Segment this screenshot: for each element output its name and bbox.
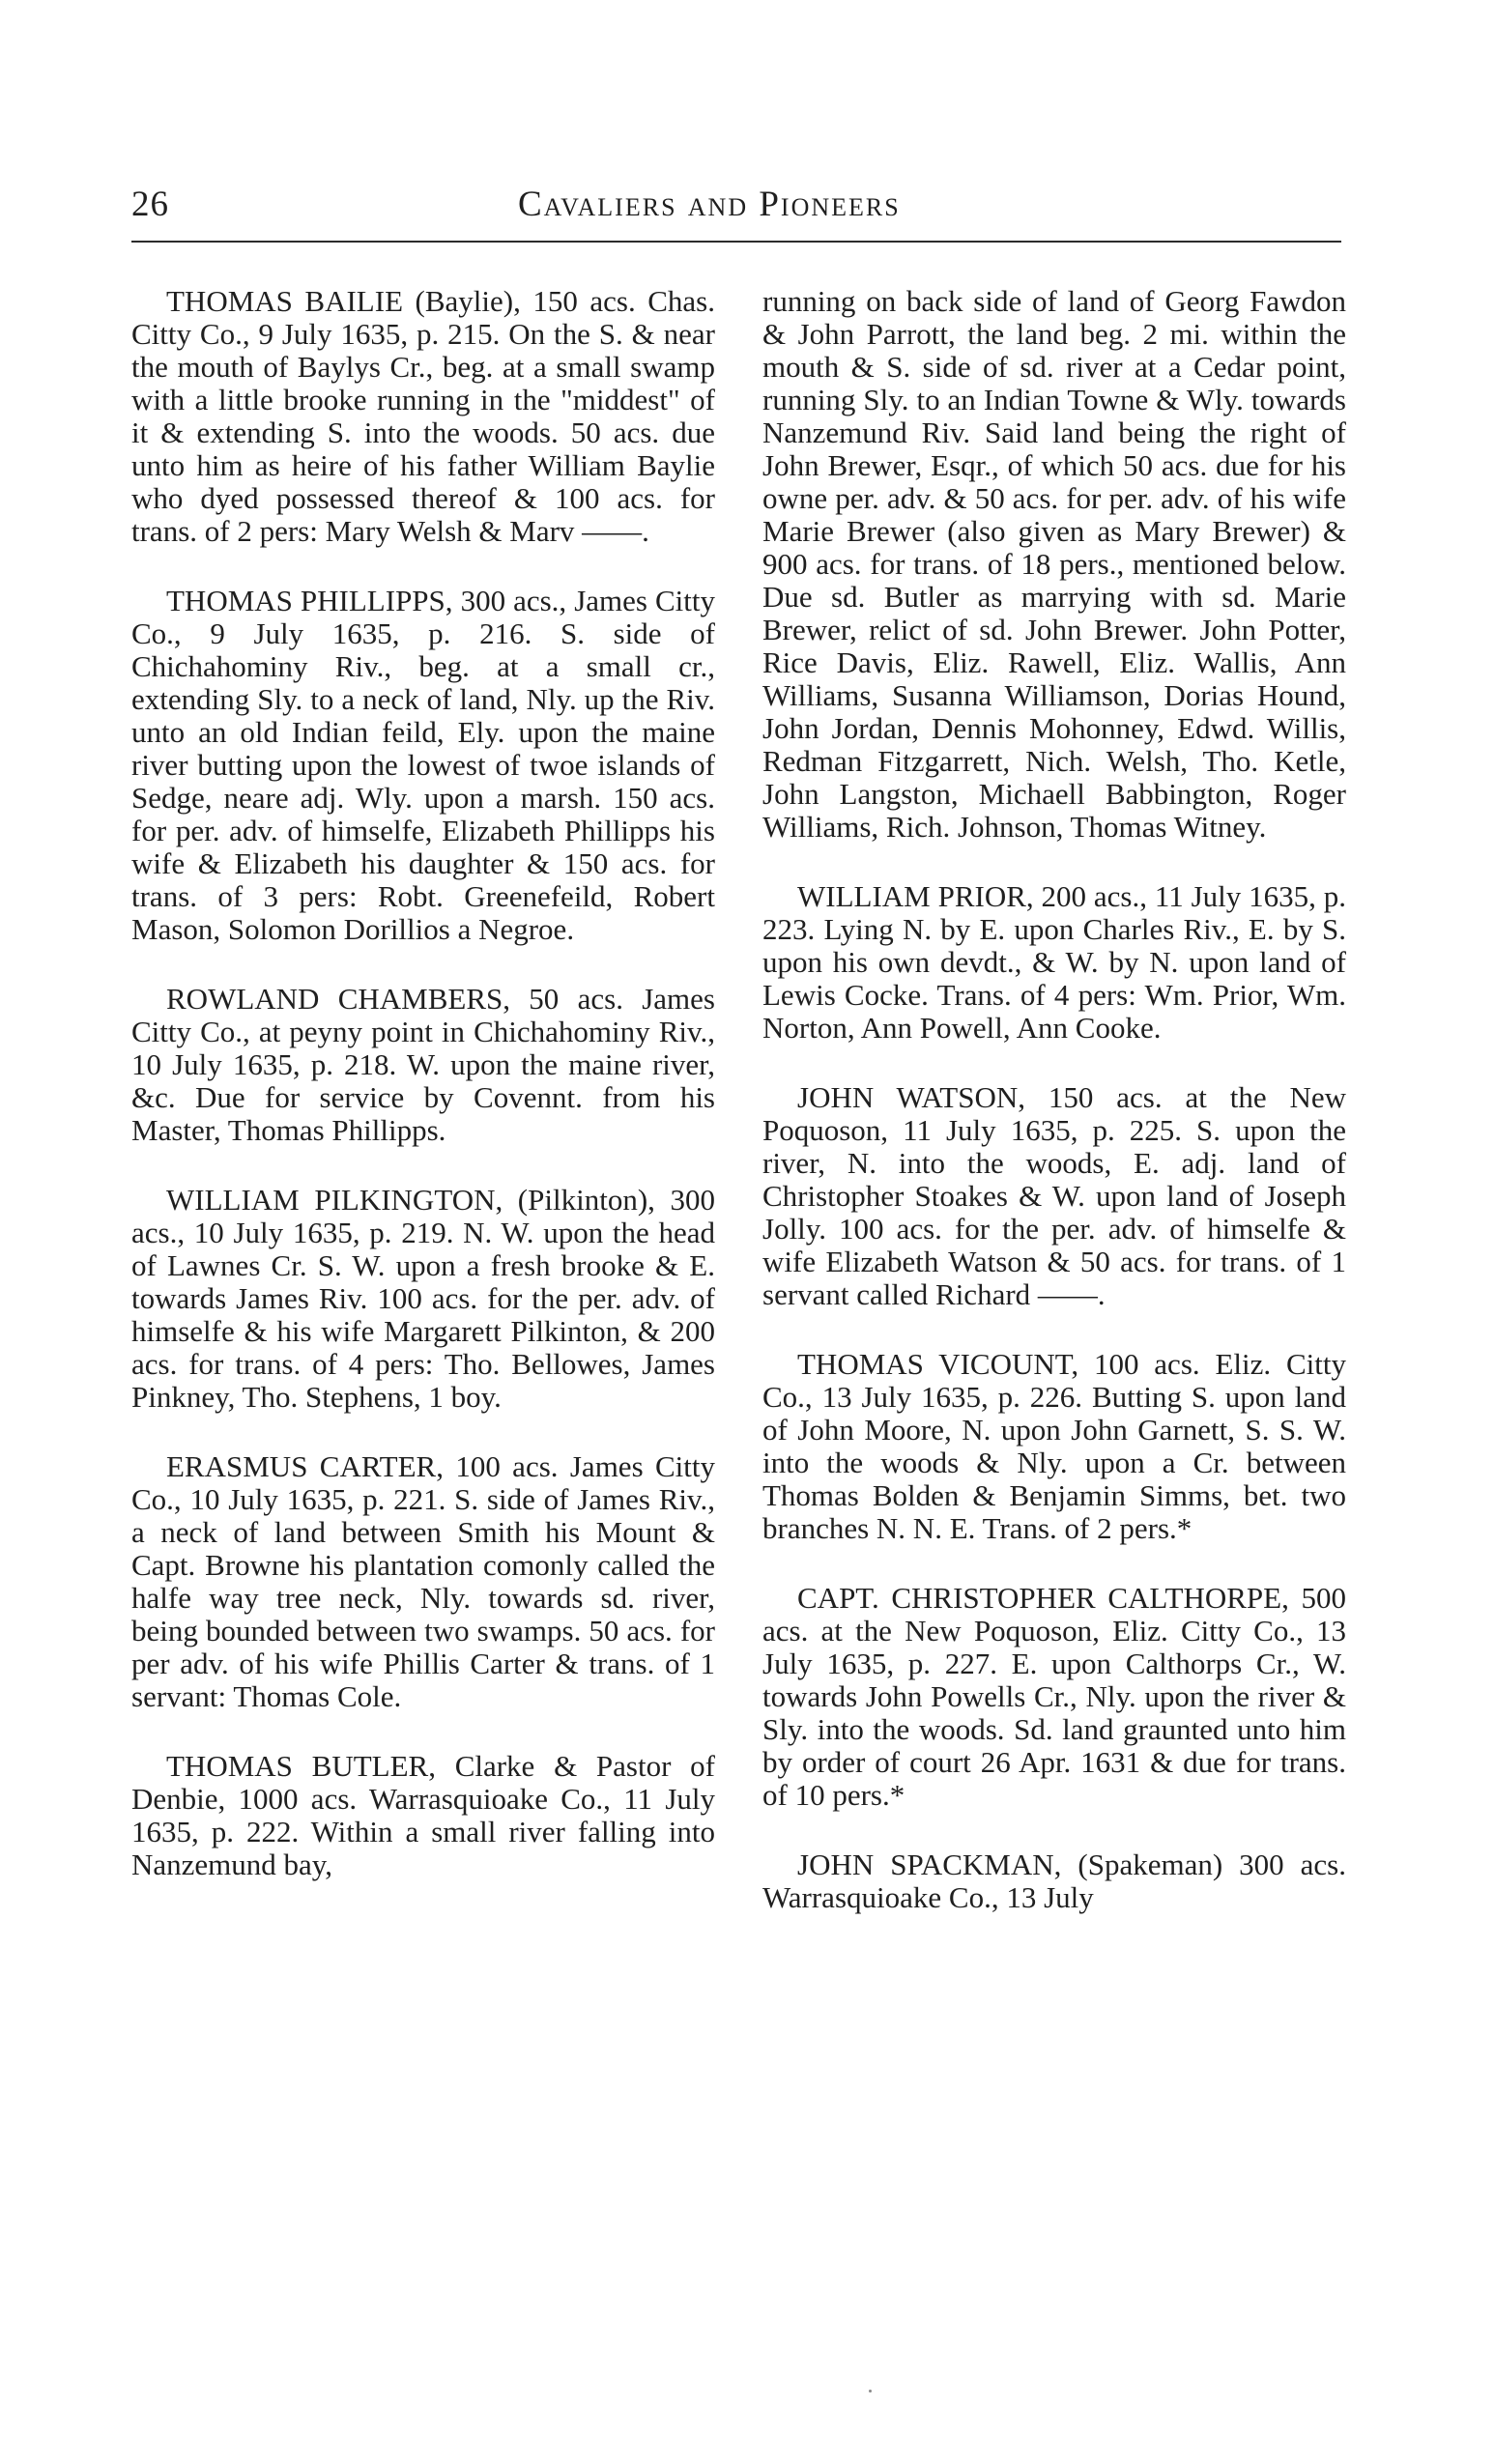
entry-john-watson: JOHN WATSON, 150 acs. at the New Poquoson, 11 July 1635, p. 225. S. upon the river, N. into the woods, E. adj. land of Christopher Stoakes & W. upon land of Joseph Jolly. 100 acs. for the per. adv. of himselfe & wife Elizabeth Watson & 50 acs. for trans. of 1 servant called Richard ——. (762, 1080, 1346, 1311)
page-header (131, 184, 1341, 238)
entry-thomas-bailie: THOMAS BAILIE (Baylie), 150 acs. Chas. Citty Co., 9 July 1635, p. 215. On the S. & near the mouth of Baylys Cr., beg. at a small swamp with a little brooke running in the "middest" of it & extending S. into the woods. 50 acs. due unto him as heire of his father William Baylie who dyed possessed thereof & 100 acs. for trans. of 2 pers: Mary Welsh & Marv ——. (131, 284, 715, 548)
entry-john-spackman: JOHN SPACKMAN, (Spakeman) 300 acs. Warrasquioake Co., 13 July (762, 1848, 1346, 1914)
entry-william-pilkington: WILLIAM PILKINGTON, (Pilkinton), 300 acs., 10 July 1635, p. 219. N. W. upon the head of Lawnes Cr. S. W. upon a fresh brooke & E. towards James Riv. 100 acs. for the per. adv. of himselfe & his wife Margarett Pilkinton, & 200 acs. for trans. of 4 pers: Tho. Bellowes, James Pinkney, Tho. Stephens, 1 boy. (131, 1183, 715, 1414)
page-speck (869, 2390, 872, 2392)
entry-william-prior: WILLIAM PRIOR, 200 acs., 11 July 1635, p. 223. Lying N. by E. upon Charles Riv., E. by S. upon his own devdt., & W. by N. upon land of Lewis Cocke. Trans. of 4 pers: Wm. Prior, Wm. Norton, Ann Powell, Ann Cooke. (762, 879, 1346, 1045)
entry-thomas-butler-continued: running on back side of land of Georg Fawdon & John Parrott, the land beg. 2 mi. within the mouth & S. side of sd. river at a Cedar point, running Sly. to an Indian Towne & Wly. towards Nanzemund Riv. Said land being the right of John Brewer, Esqr., of which 50 acs. due for his owne per. adv. & 50 acs. for per. adv. of his wife Marie Brewer (also given as Mary Brewer) & 900 acs. for trans. of 18 pers., mentioned below. Due sd. Butler as marrying with sd. Marie Brewer, relict of sd. John Brewer. John Potter, Rice Davis, Eliz. Rawell, Eliz. Wallis, Ann Williams, Susanna Williamson, Dorias Hound, John Jordan, Dennis Mohonney, Edwd. Willis, Redman Fitzgarrett, Nich. Welsh, Tho. Ketle, John Langston, Michaell Babbington, Roger Williams, Rich. Johnson, Thomas Witney. (762, 284, 1346, 844)
right-column (762, 285, 1346, 1951)
header-rule (131, 241, 1341, 243)
entry-thomas-phillipps: THOMAS PHILLIPPS, 300 acs., James Citty Co., 9 July 1635, p. 216. S. side of Chichahominy Riv., beg. at a small cr., extending Sly. to a neck of land, Nly. up the Riv. unto an old Indian feild, Ely. upon the maine river butting upon the lowest of twoe islands of Sedge, neare adj. Wly. upon a marsh. 150 acs. for per. adv. of himselfe, Elizabeth Phillipps his wife & Elizabeth his daughter & 150 acs. for trans. of 3 pers: Robt. Greenefeild, Robert Mason, Solomon Dorillios a Negroe. (131, 584, 715, 946)
entry-rowland-chambers: ROWLAND CHAMBERS, 50 acs. James Citty Co., at peyny point in Chichahominy Riv., 10 July 1635, p. 218. W. upon the maine river, &c. Due for service by Covennt. from his Master, Thomas Phillipps. (131, 982, 715, 1147)
running-title: Cavaliers and Pioneers (518, 185, 901, 224)
entry-christopher-calthorpe: CAPT. CHRISTOPHER CALTHORPE, 500 acs. at the New Poquoson, Eliz. Citty Co., 13 July 1635, p. 227. E. upon Calthorps Cr., W. towards John Powells Cr., Nly. upon the river & Sly. into the woods. Sd. land graunted unto him by order of court 26 Apr. 1631 & due for trans. of 10 pers.* (762, 1581, 1346, 1812)
entry-thomas-butler: THOMAS BUTLER, Clarke & Pastor of Denbie, 1000 acs. Warrasquioake Co., 11 July 1635, p. 222. Within a small river falling into Nanzemund bay, (131, 1749, 715, 1881)
page-number: 26 (131, 185, 169, 224)
left-column (131, 285, 715, 1918)
entry-thomas-vicount: THOMAS VICOUNT, 100 acs. Eliz. Citty Co., 13 July 1635, p. 226. Butting S. upon land of John Moore, N. upon John Garnett, S. S. W. into the woods & Nly. upon a Cr. between Thomas Bolden & Benjamin Simms, bet. two branches N. N. E. Trans. of 2 pers.* (762, 1347, 1346, 1545)
entry-erasmus-carter: ERASMUS CARTER, 100 acs. James Citty Co., 10 July 1635, p. 221. S. side of James Riv., a neck of land between Smith his Mount & Capt. Browne his plantation comonly called the halfe way tree neck, Nly. towards sd. river, being bounded between two swamps. 50 acs. for per adv. of his wife Phillis Carter & trans. of 1 servant: Thomas Cole. (131, 1449, 715, 1713)
